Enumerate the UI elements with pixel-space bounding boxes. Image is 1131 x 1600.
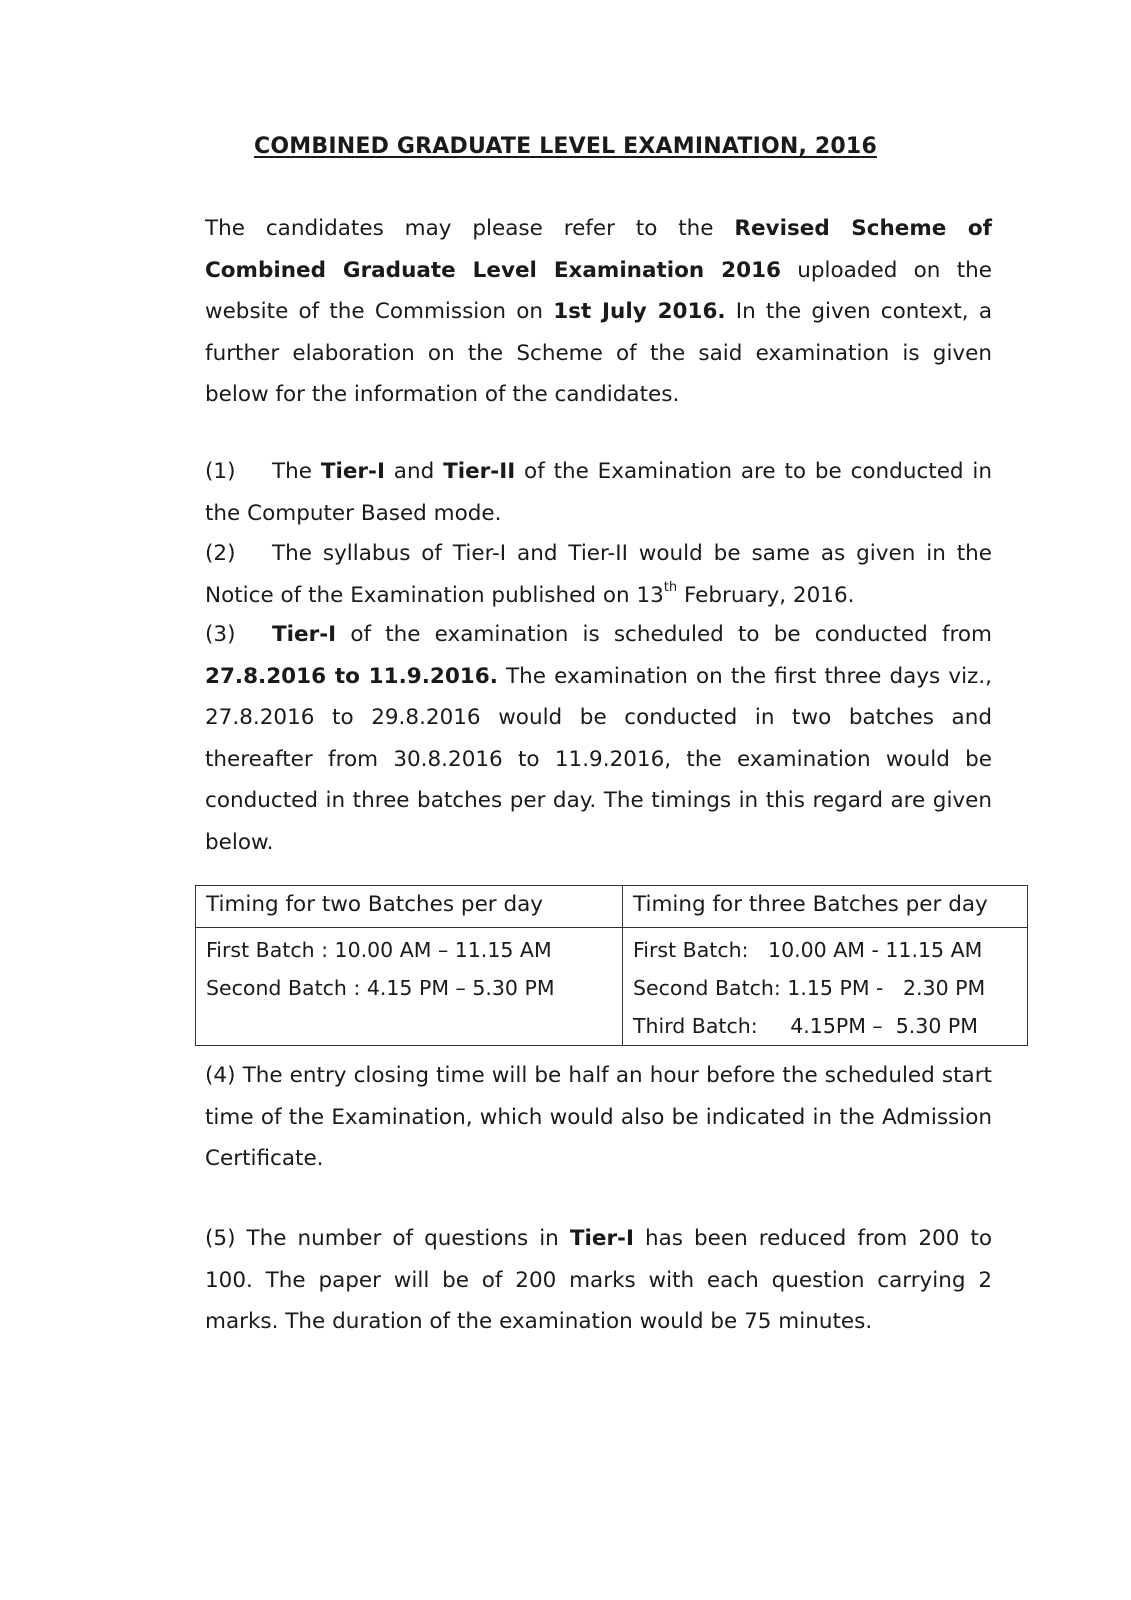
three-batch-second: Second Batch: 1.15 PM - 2.30 PM [633, 976, 986, 1000]
point-5-text-1: (5) The number of questions in [205, 1226, 570, 1251]
point-3-number: (3) [205, 622, 236, 647]
point-3-bold-tier1: Tier-I [272, 622, 337, 647]
intro-text-1: The candidates may please refer to the [205, 216, 735, 241]
table-row [196, 928, 1028, 1046]
point-5-paragraph [205, 1218, 992, 1343]
batch-timings-table [195, 885, 1028, 1046]
point-1-paragraph [205, 451, 992, 534]
intro-bold-date: 1st July 2016. [553, 299, 726, 324]
point-3-bold-dates: 27.8.2016 to 11.9.2016. [205, 663, 498, 689]
two-batch-second: Second Batch : 4.15 PM – 5.30 PM [206, 976, 555, 1000]
page-title: COMBINED GRADUATE LEVEL EXAMINATION, 2016 [254, 134, 877, 159]
point-1-number: (1) [205, 459, 236, 484]
point-3-paragraph [205, 614, 992, 863]
point-1-text-3: of the Examination are to be conducted in the Computer Based mode. [205, 459, 992, 526]
point-2-text-1: The syllabus of Tier-I and Tier-II would be same as given in the Notice of the Examination published on 13 [205, 541, 992, 608]
point-2-paragraph [205, 533, 992, 616]
header-three-batches: Timing for three Batches per day [623, 886, 1028, 928]
point-5-bold-tier1: Tier-I [569, 1226, 634, 1251]
two-batch-first: First Batch : 10.00 AM – 11.15 AM [206, 938, 552, 962]
point-2-superscript: th [663, 580, 678, 596]
point-1-bold-tier2: Tier-II [443, 459, 516, 484]
intro-text-2: uploaded on the website of the Commission on [205, 257, 992, 324]
three-batches-cell [623, 928, 1028, 1046]
header-two-batches: Timing for two Batches per day [196, 886, 623, 928]
three-batch-first: First Batch: 10.00 AM - 11.15 AM [633, 938, 983, 962]
point-5-text-2: has been reduced from 200 to 100. The paper will be of 200 marks with each question carrying 2 marks. The duration of the examination would be 75 minutes. [205, 1226, 992, 1334]
point-1-text-1: The [272, 459, 321, 484]
point-4-paragraph: (4) The entry closing time will be half an hour before the scheduled start time of the Examination, which would also be indicated in the Admission Certificate. [205, 1063, 992, 1171]
point-3-text-2: The examination on the first three days viz., 27.8.2016 to 29.8.2016 would be conducted in two batches and thereafter from 30.8.2016 to 11.9.2016, the examination would be conducted in three batches per day. The timings in this regard are given below. [205, 663, 992, 855]
three-batch-third: Third Batch: 4.15PM – 5.30 PM [633, 1014, 978, 1038]
two-batches-cell [196, 928, 623, 1046]
intro-bold-scheme: Revised Scheme of Combined Graduate Level Examination 2016 [205, 216, 992, 283]
point-1-text-2: and [384, 459, 444, 484]
table-header-row [196, 886, 1028, 928]
point-1-bold-tier1: Tier-I [320, 459, 385, 484]
intro-paragraph [205, 208, 992, 416]
intro-text-3: In the given context, a further elaboration on the Scheme of the said examination is given below for the information of the candidates. [205, 299, 993, 407]
point-2-number: (2) [205, 541, 236, 566]
point-2-text-2: February, 2016. [677, 582, 855, 608]
point-3-text-1: of the examination is scheduled to be conducted from [336, 622, 992, 647]
